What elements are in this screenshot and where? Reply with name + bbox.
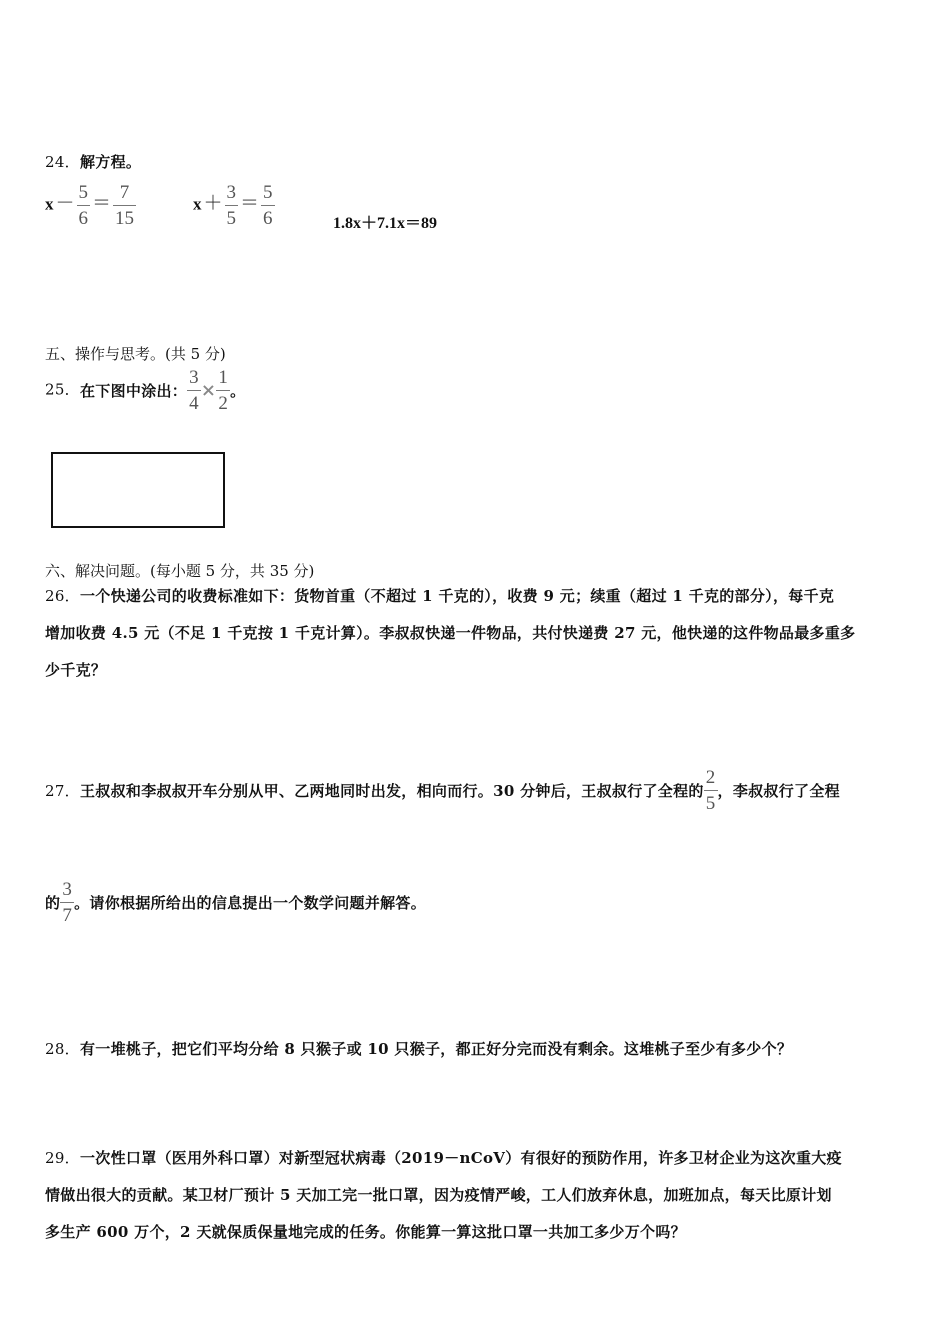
end-punctuation: 。 [230, 382, 246, 400]
question-text: 有一堆桃子，把它们平均分给 8 只猴子或 10 只猴子，都正好分完而没有剩余。这堆桃子至少有多少个？ [80, 1040, 793, 1058]
equation-2 [193, 183, 275, 228]
question-number: 29． [45, 1149, 80, 1167]
question-29-line-1 [45, 1147, 842, 1168]
fraction: $\frac{5}{6}$ [78, 182, 89, 229]
question-number: 25． [45, 380, 80, 399]
question-text: 解方程。 [80, 153, 142, 171]
question-text: 王叔叔和李叔叔开车分别从甲、乙两地同时出发，相向而行。30 分钟后，王叔叔行了全程的 [80, 782, 704, 800]
question-25 [45, 368, 245, 413]
question-number: 28． [45, 1040, 80, 1058]
fraction: $\frac{3}{5}$ [226, 182, 237, 229]
fraction: $\frac{7}{15}$ [115, 182, 135, 229]
fraction: $\frac{3}{7}$ [62, 879, 73, 926]
question-number: 27． [45, 782, 80, 800]
question-29-line-3: 多生产 600 万个，2 天就保质保量地完成的任务。你能算一算这批口罩一共加工多少万个吗？ [45, 1223, 686, 1241]
fraction: $\frac{5}{6}$ [263, 182, 273, 229]
question-26-line-1 [45, 585, 834, 606]
fraction: $\frac{1}{2}$ [218, 367, 229, 414]
fraction: $\frac{3}{4}$ [189, 367, 199, 414]
equals-sign: ＝ [240, 193, 260, 215]
question-28 [45, 1038, 792, 1059]
question-number: 26． [45, 587, 80, 605]
variable: x [193, 194, 202, 214]
variable: x [45, 194, 54, 214]
section-6-title: 六、解决问题。(每小题 5 分，共 35 分) [45, 562, 315, 580]
equation-1 [45, 183, 136, 228]
section-5-title: 五、操作与思考。(共 5 分) [45, 345, 226, 363]
operator: － [55, 193, 75, 215]
question-27-line-1 [45, 768, 840, 813]
question-26-line-2: 增加收费 4.5 元（不足 1 千克按 1 千克计算）。李叔叔快递一件物品，共付快递费 27 元，他快递的这件物品最多重多 [45, 624, 856, 642]
question-26-line-3: 少千克？ [45, 661, 107, 679]
question-text: 的 [45, 894, 61, 912]
question-24-heading [45, 151, 141, 172]
question-text: 。请你根据所给出的信息提出一个数学问题并解答。 [74, 894, 427, 912]
question-29-line-2: 情做出很大的贡献。某卫材厂预计 5 天加工完一批口罩，因为疫情严峻，工人们放弃休息，加班加点，每天比原计划 [45, 1186, 832, 1204]
question-text: 一个快递公司的收费标准如下：货物首重（不超过 1 千克的），收费 9 元；续重（超过 1 千克的部分），每千克 [80, 587, 835, 605]
fraction: $\frac{2}{5}$ [705, 767, 716, 814]
operator: ＋ [203, 193, 223, 215]
equation-3: 1.8x＋7.1x＝89 [333, 215, 438, 232]
times-sign: × [200, 380, 217, 401]
question-27-line-2 [45, 880, 426, 925]
question-text: 一次性口罩（医用外科口罩）对新型冠状病毒（2019－nCoV）有很好的预防作用，许多卫材企业为这次重大疫 [80, 1149, 842, 1167]
question-text: ，李叔叔行了全程 [717, 782, 840, 800]
drawing-rectangle[interactable] [51, 452, 225, 528]
question-text: 在下图中涂出： [80, 382, 188, 400]
question-number: 24． [45, 153, 80, 171]
equals-sign: ＝ [92, 193, 112, 215]
